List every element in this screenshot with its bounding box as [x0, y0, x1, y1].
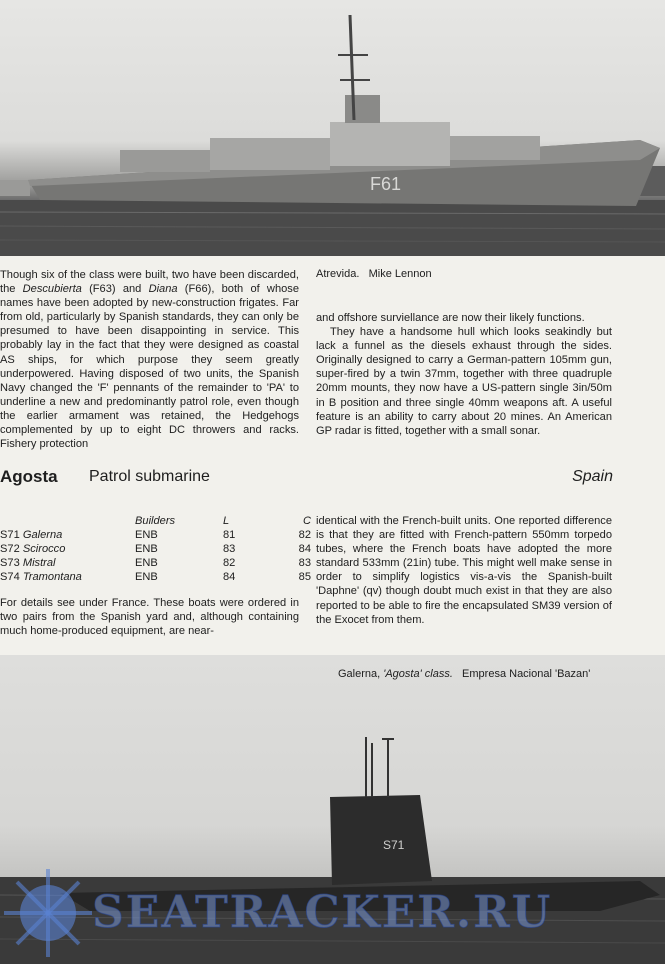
watermark-logo-icon	[4, 869, 92, 957]
caption-sub-class: 'Agosta' class.	[383, 668, 453, 680]
ship-name: Galerna	[22, 529, 63, 541]
table-row	[0, 528, 311, 542]
watermark-text: SEATRACKER.RU	[92, 887, 553, 938]
ship-builder: ENB	[135, 557, 158, 569]
ship-builder: ENB	[135, 529, 158, 541]
agosta-left-paragraph: For details see under France. These boats were ordered in two pairs from the Spanish yard and, although containing much home-produced equipment, are near-	[0, 597, 299, 638]
table-row	[0, 556, 311, 570]
caption-sub-credit: Empresa Nacional 'Bazan'	[462, 668, 591, 680]
ship-table	[0, 514, 311, 584]
ship-code: S71	[0, 529, 20, 541]
ship-name-diana: Diana	[148, 283, 178, 296]
intro-text-2: (F63) and	[81, 283, 149, 296]
ship-code: S74	[0, 571, 20, 583]
frigate-illustration	[0, 0, 665, 256]
agosta-right-paragraph: identical with the French-built units. One reported difference is that they are fitted with French-pattern 550mm torpedo tubes, where the French boats have adopted the more standard 533mm (21in) tube. This might well make sense in order to simplify logistics vis-a-vis the Spanish-built 'Daphne' (qv) though doubt much exist in that they are also reported to be able to fire the encapsulated SM39 version of the Exocet from them.	[316, 515, 612, 626]
section-heading	[0, 467, 620, 491]
intro-text-3: (F66), both of whose names have been adopted by new-construction frigates. Far from old, particularly by Spanish standards, they can only be presumed to have been disappointing in service. This probably lay in the fact that they were designed as coastal AS ships, for which purpose they seem greatly underpowered. Having disposed of two units, the Spanish Navy changed the 'F' pennants of the remainder to 'PA' to underline a new and predominantly patrol role, even though the earlier armament was retained, the Hedgehogs complemented by up to eight DC throwers and racks. Fishery protection	[0, 283, 299, 451]
intro-paragraph	[0, 268, 299, 451]
agosta-right-column	[316, 514, 612, 627]
ship-laid: 82	[223, 557, 236, 569]
ship-code: S73	[0, 557, 20, 569]
header-l: L	[223, 515, 230, 527]
caption-sub-name: Galerna,	[338, 668, 384, 680]
ship-completed: 83	[298, 557, 311, 569]
intro-text-1: Though six of the class were built, two have been discarded, the	[0, 269, 299, 296]
sail-number: S71	[383, 838, 405, 852]
header-c: C	[302, 515, 311, 527]
class-country: Spain	[572, 468, 613, 485]
intro-left-column	[0, 268, 299, 451]
class-name: Agosta	[0, 467, 58, 486]
table-row	[0, 570, 311, 584]
intro-right-p2: They have a handsome hull which looks seakindly but lack a funnel as the diesels exhaust through the sides. Originally designed to carry a German-pattern 105mm gun, super-fired by a twin 37mm, together with three quadruple 20mm mounts, they now have a US-pattern single 3in/50m in B position and three single 40mm weapons aft. A useful feature is an ability to carry about 20 mines. An American GP radar is fitted, together with a small sonar.	[316, 326, 612, 437]
ship-builder: ENB	[135, 571, 158, 583]
ship-name: Mistral	[22, 557, 56, 569]
ship-laid: 84	[223, 571, 236, 583]
hull-number: F61	[370, 174, 402, 194]
ship-completed: 85	[298, 571, 311, 583]
intro-right-p1: and offshore surviellance are now their likely functions.	[316, 312, 585, 324]
frigate-caption	[316, 268, 432, 280]
class-type: Patrol submarine	[89, 468, 210, 485]
header-builders: Builders	[135, 515, 176, 527]
ship-name: Scirocco	[22, 543, 66, 555]
caption-subject: Atrevida.	[316, 268, 360, 280]
ship-name-descubierta: Descubierta	[22, 283, 82, 296]
ship-laid: 83	[223, 543, 236, 555]
intro-right-column	[316, 311, 612, 438]
caption-credit: Mike Lennon	[368, 268, 432, 280]
table-header-row	[0, 514, 311, 528]
frigate-photo	[0, 0, 665, 256]
ship-completed: 84	[298, 543, 311, 555]
agosta-left-column	[0, 596, 299, 638]
table-row	[0, 542, 311, 556]
ship-laid: 81	[223, 529, 236, 541]
submarine-photo	[0, 655, 665, 964]
ship-code: S72	[0, 543, 20, 555]
ship-builder: ENB	[135, 543, 158, 555]
ship-name: Tramontana	[22, 571, 82, 583]
ship-completed: 82	[298, 529, 311, 541]
